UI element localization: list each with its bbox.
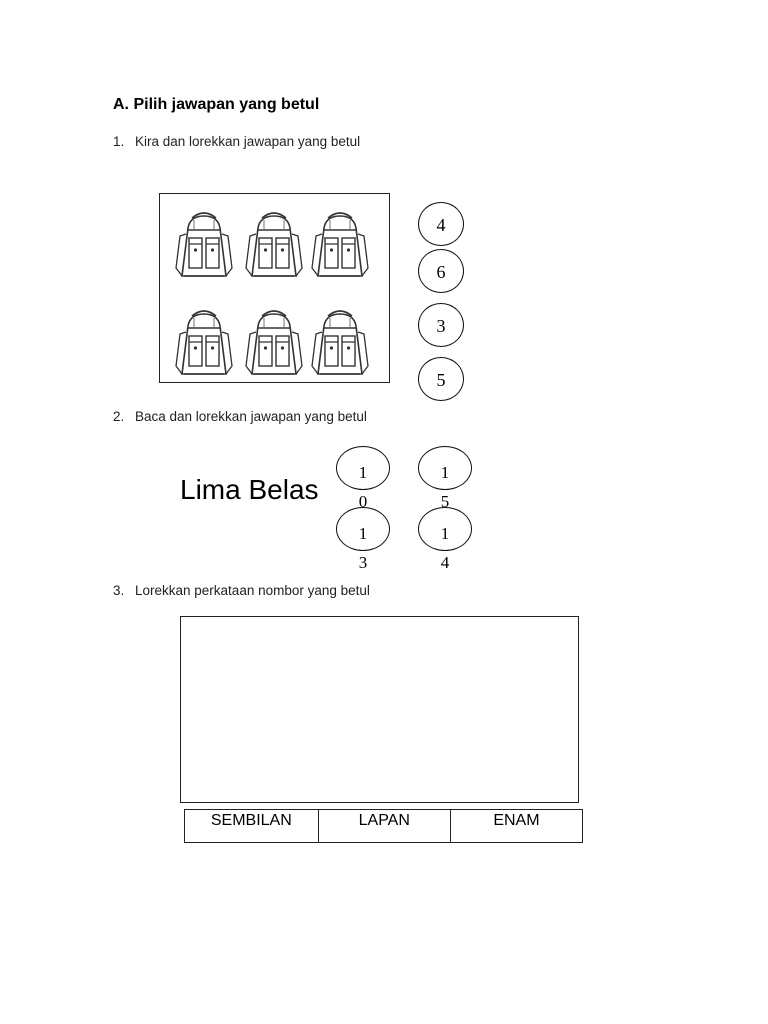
answer-10-label: 10 bbox=[358, 463, 368, 511]
answer-circle-13[interactable] bbox=[336, 507, 390, 572]
question-3-number: 3. bbox=[113, 583, 125, 598]
question-2-text: Baca dan lorekkan jawapan yang betul bbox=[135, 409, 367, 424]
question-3-text: Lorekkan perkataan nombor yang betul bbox=[135, 583, 370, 598]
option-lapan[interactable]: LAPAN bbox=[318, 810, 450, 843]
option-sembilan[interactable]: SEMBILAN bbox=[185, 810, 319, 843]
question-1-text: Kira dan lorekkan jawapan yang betul bbox=[135, 134, 361, 149]
answer-circle-6[interactable]: 6 bbox=[418, 249, 464, 293]
question-2-number: 2. bbox=[113, 409, 125, 424]
school-bag-icon bbox=[244, 304, 304, 382]
answer-circle-5[interactable]: 5 bbox=[418, 357, 464, 401]
question-1 bbox=[113, 134, 360, 149]
number-word: Lima Belas bbox=[180, 474, 319, 505]
answer-15-label: 15 bbox=[440, 463, 450, 511]
question-2 bbox=[113, 409, 367, 424]
school-bag-icon bbox=[310, 304, 370, 382]
question-1-number: 1. bbox=[113, 134, 125, 149]
option-enam[interactable]: ENAM bbox=[450, 810, 582, 843]
school-bag-icon bbox=[174, 206, 234, 284]
answer-circle-4[interactable]: 4 bbox=[418, 202, 464, 246]
school-bag-icon bbox=[310, 206, 370, 284]
school-bag-icon bbox=[244, 206, 304, 284]
answer-14-label: 14 bbox=[440, 524, 450, 572]
word-options-table bbox=[184, 809, 583, 843]
answer-circle-10[interactable] bbox=[336, 446, 390, 511]
bag-picture-box bbox=[159, 193, 390, 383]
picture-box bbox=[180, 616, 579, 803]
school-bag-icon bbox=[174, 304, 234, 382]
question-3 bbox=[113, 583, 370, 598]
answer-circle-3[interactable]: 3 bbox=[418, 303, 464, 347]
answer-circle-15[interactable] bbox=[418, 446, 472, 511]
answer-circle-14[interactable] bbox=[418, 507, 472, 572]
section-heading: A. Pilih jawapan yang betul bbox=[113, 96, 320, 113]
answer-13-label: 13 bbox=[358, 524, 368, 572]
